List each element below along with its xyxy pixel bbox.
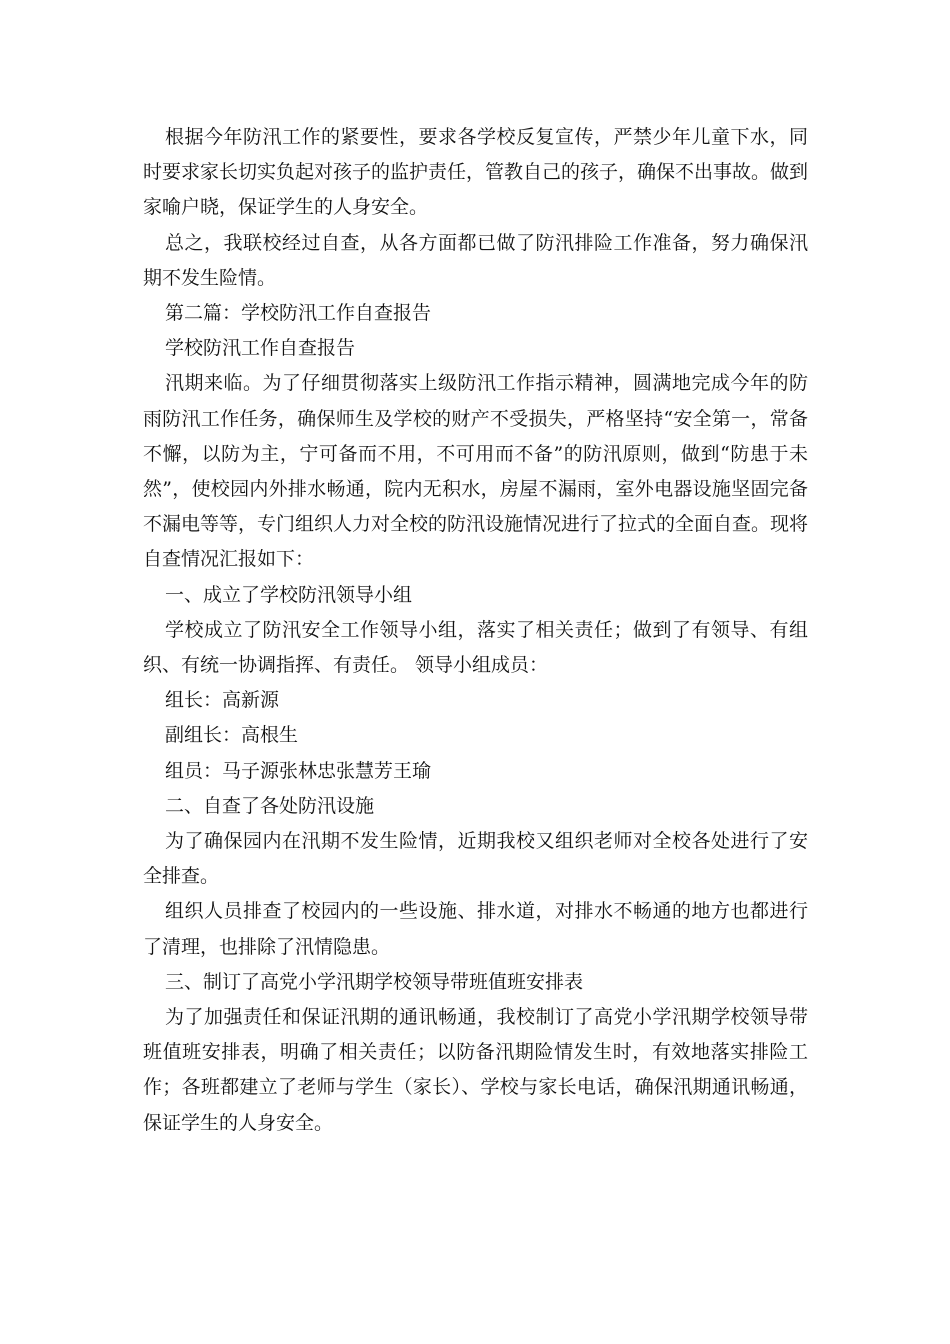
paragraph-introduction: 汛期来临。为了仔细贯彻落实上级防汛工作指示精神，圆满地完成今年的防雨防汛工作任务，确保师生及学校的财产不受损失，严格坚持“安全第一，常备不懈，以防为主，宁可备而不用，不可用而不备”的防汛原则，做到“防患于未然”，使校园内外排水畅通，院内无积水，房屋不漏雨，室外电器设施坚固完备不漏电等等，专门组织人力对全校的防汛设施情况进行了拉式的全面自查。现将自查情况汇报如下：	[143, 372, 809, 571]
paragraph-safety-publicity: 根据今年防汛工作的紧要性，要求各学校反复宣传，严禁少年儿童下水，同时要求家长切实负起对孩子的监护责任，管教自己的孩子，确保不出事故。做到家喻户晓，保证学生的人身安全。	[143, 126, 809, 219]
paragraph-leadership-group: 学校成立了防汛安全工作领导小组，落实了相关责任；做到了有领导、有组织、有统一协调指挥、有责任。 领导小组成员：	[143, 618, 808, 677]
heading-leadership-group: 一、成立了学校防汛领导小组	[165, 583, 413, 606]
report-title: 学校防汛工作自查报告	[165, 337, 356, 360]
paragraph-conclusion: 总之，我联校经过自查，从各方面都已做了防汛排险工作准备，努力确保汛期不发生险情。	[143, 231, 808, 289]
document-body	[143, 120, 808, 1141]
paragraph-drainage-cleanup: 组织人员排查了校园内的一些设施、排水道，对排水不畅通的地方也都进行了清理，也排除了汛情隐患。	[143, 900, 808, 958]
heading-facility-inspection: 二、自查了各处防汛设施	[165, 794, 375, 817]
group-leader-line: 组长：高新源	[165, 689, 280, 712]
deputy-leader-line: 副组长：高根生	[165, 724, 299, 747]
heading-duty-schedule: 三、制订了高党小学汛期学校领导带班值班安排表	[165, 970, 584, 993]
section-heading-part-two: 第二篇：学校防汛工作自查报告	[165, 302, 432, 325]
paragraph-duty-schedule: 为了加强责任和保证汛期的通讯畅通，我校制订了高党小学汛期学校领导带班值班安排表，明确了相关责任；以防备汛期险情发生时，有效地落实排险工作；各班都建立了老师与学生（家长）、学校与家长电话，确保汛期通讯畅通，保证学生的人身安全。	[143, 1006, 808, 1134]
paragraph-safety-inspection: 为了确保园内在汛期不发生险情，近期我校又组织老师对全校各处进行了安全排查。	[143, 830, 808, 888]
group-members-line: 组员：马子源张林忠张慧芳王瑜	[165, 759, 432, 782]
